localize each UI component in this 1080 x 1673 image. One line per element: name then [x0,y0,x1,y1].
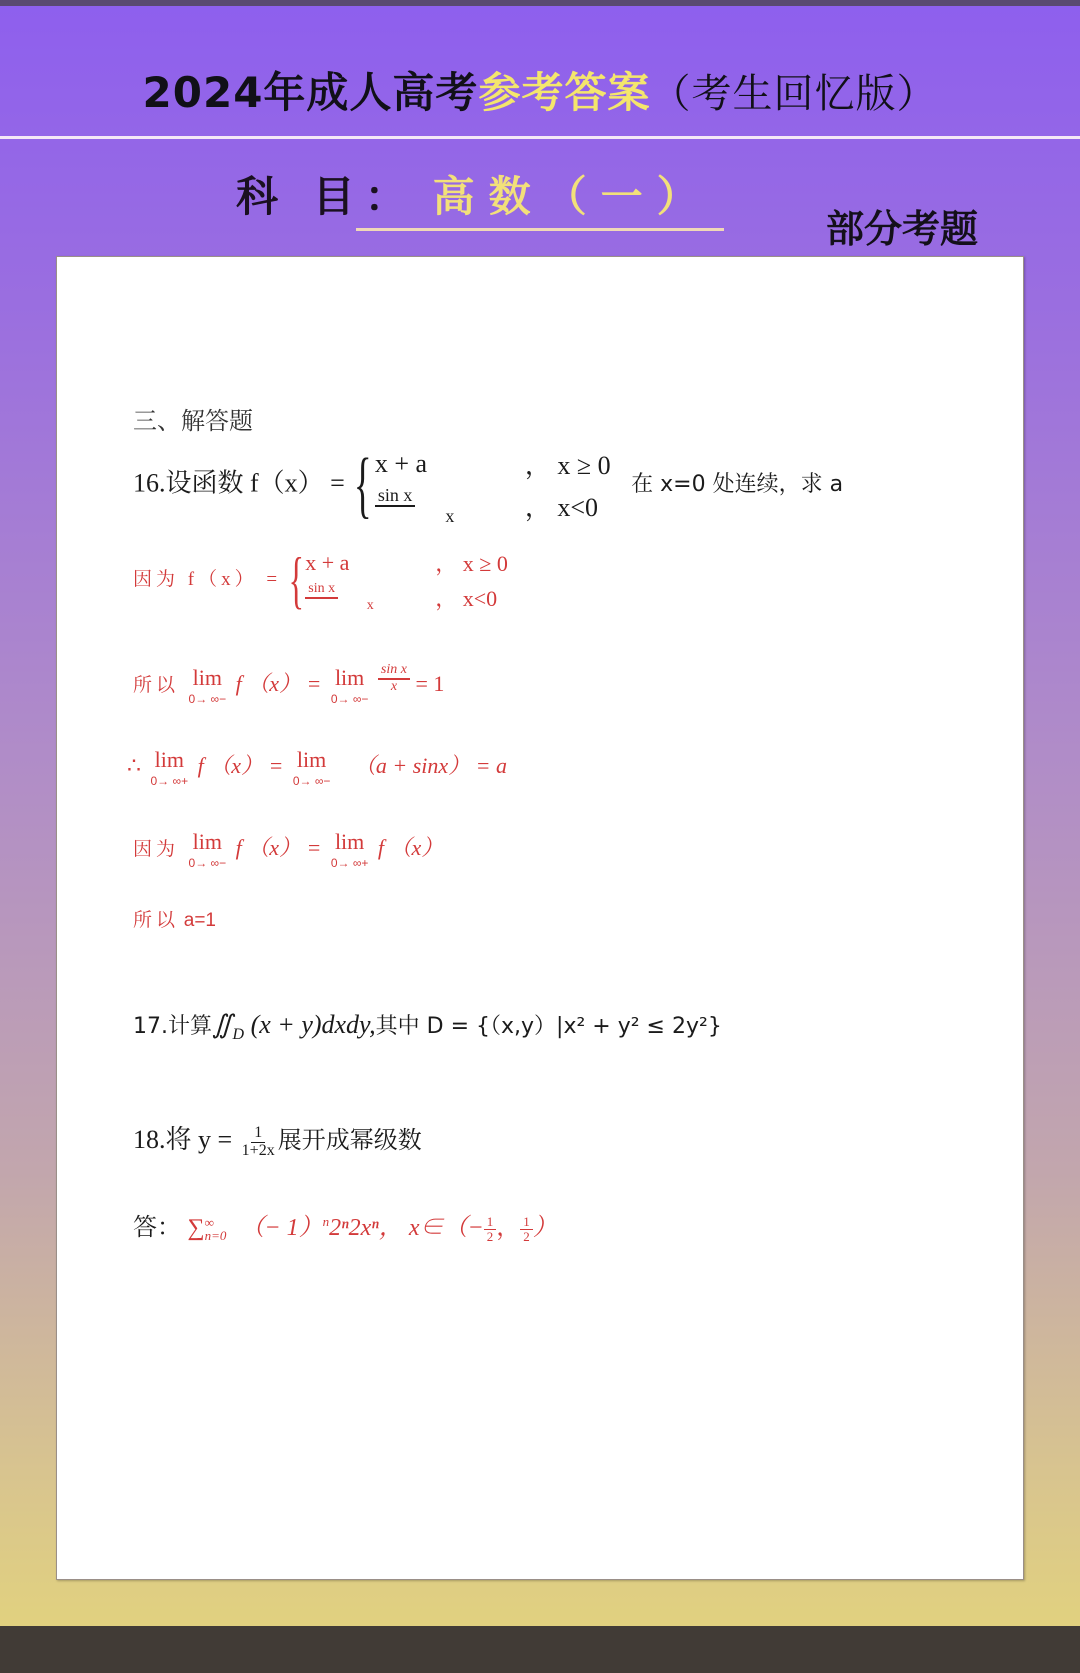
q16-answer-line-4: 因为 lim 0→ ∞− f （x） = lim 0→ ∞+ f （x） [133,829,444,870]
exam-paper [56,256,1024,1580]
top-strip [0,0,1080,6]
subject-underline [356,228,724,231]
q16-suffix: 在 x=0 处连续，求 a [631,472,844,498]
section-heading: 三、解答题 [133,407,253,435]
q16-answer-line-3: ∴ lim 0→ ∞+ f （x） = lim 0→ ∞− （a + sinx） = a [127,747,508,788]
q16-answer-line-1: 因为 f（x） = { x + a ， x ≥ 0 sin x x ， x<0 [133,544,508,616]
double-integral-icon: ∬ [212,1010,233,1039]
q16-prefix: 16.设函数 f（x） = [133,468,345,498]
page-title [0,60,1080,120]
subject-line [236,164,713,224]
partial-questions-label: 部分考题 [826,207,979,251]
q16-answer-line-2: 所以 lim 0→ ∞− f （x） = lim 0→ ∞− $\frac{\text{sin x}}{x}$ = 1 [133,662,445,706]
subject-value: 高数（一） [432,172,713,221]
title-highlight: 参考答案 [478,68,651,117]
question-17: 17.计算$∬_D$ (x + y)dxdy,其中 D = {（x,y）|x² + y² ≤ 2y²} [133,1010,722,1044]
q16-case1-expr: x + a [374,448,428,478]
sum-icon: ∑ [187,1215,205,1241]
title-divider [0,136,1080,139]
question-16 [133,445,843,526]
left-brace-icon: { [288,544,304,616]
title-suffix: （考生回忆版） [650,71,938,117]
left-brace-icon: { [354,444,372,527]
question-18: 18.将 y = $\frac{1}{1+2x}$ 展开成幂级数 [133,1123,422,1159]
q16-case1-cond: ， x ≥ 0 [524,451,611,480]
subject-label: 科 目： [236,172,417,221]
q16-case2-frac: sin x x [375,486,525,526]
q16-case2-cond: ， x<0 [524,493,599,523]
q16-piecewise [351,445,610,526]
q16-answer-line-5: 所以 a=1 [133,910,216,931]
title-prefix: 2024年成人高考 [142,68,479,117]
bottom-bar [0,1626,1080,1673]
q18-answer: 答： ∑ ∞ n=0 （− 1）$^n$2ⁿ2xⁿ， x∈（− $\frac{1}{2}$ ， $\frac{1}{2}$ ） [133,1213,557,1244]
